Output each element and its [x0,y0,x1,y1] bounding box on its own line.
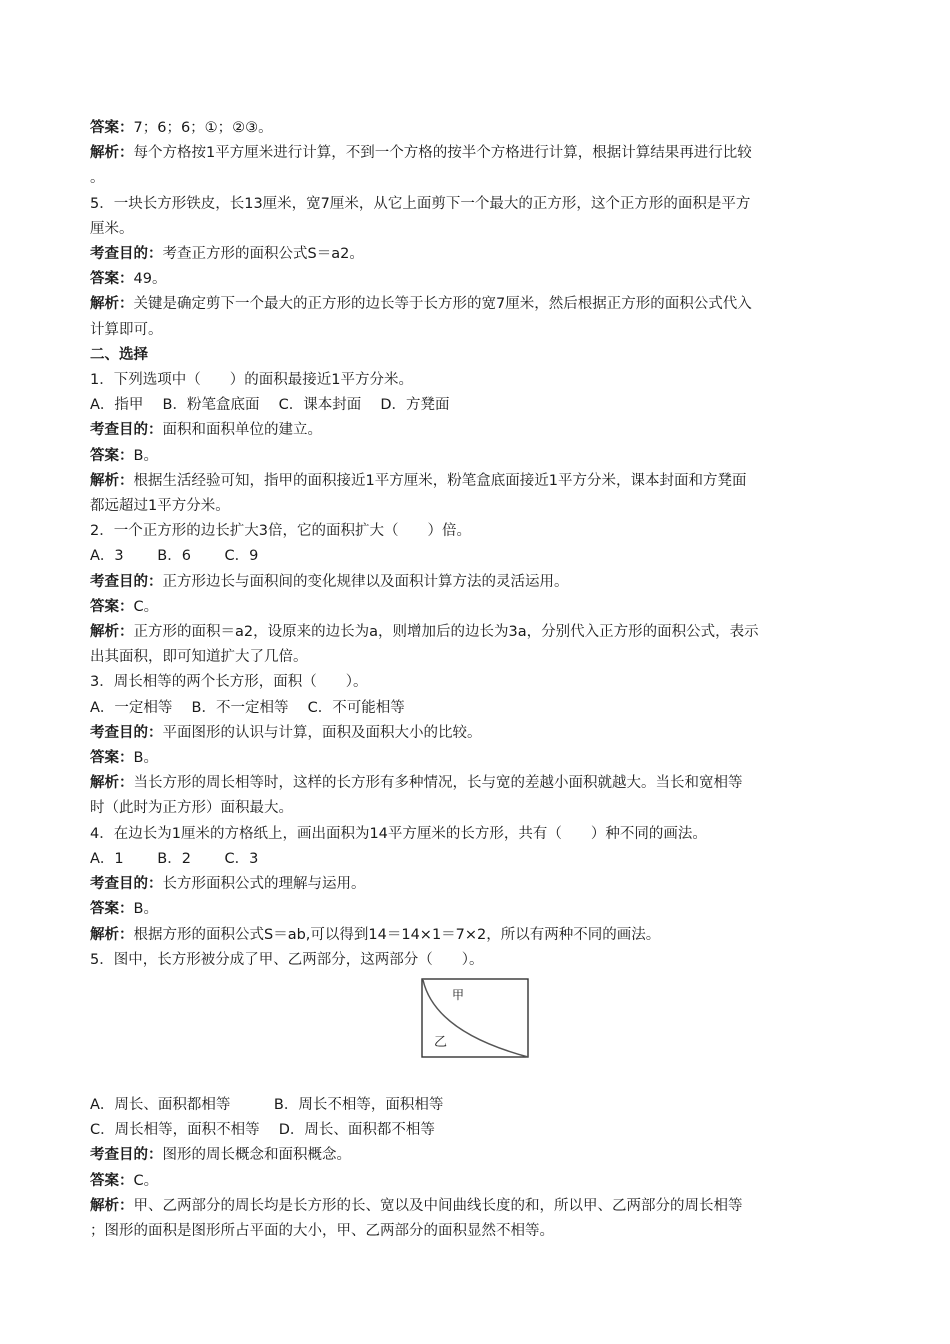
line-text: 。 [90,170,105,187]
line-text: A．3 B．6 C．9 [90,548,259,565]
line-text: 时（此时为正方形）面积最大。 [90,800,293,817]
text-line [90,166,860,191]
line-label: 答案： [90,901,134,918]
line-text: 49。 [133,271,167,288]
text-line [90,192,860,217]
line-text: 1．下列选项中（ ）的面积最接近1平方分米。 [90,372,413,389]
line-label: 考查目的： [90,724,163,741]
line-text: 平面图形的认识与计算，面积及面积大小的比较。 [162,724,482,741]
line-text: A．一定相等 B．不一定相等 C．不可能相等 [90,699,405,716]
text-line [90,948,860,973]
line-text: C。 [133,598,159,615]
text-line [90,1169,860,1194]
text-line [90,721,860,746]
line-label: 解析： [90,775,134,792]
line-label: 答案： [90,598,134,615]
text-line [90,393,860,418]
text-line [90,343,860,368]
text-line [90,570,860,595]
line-text: 5．图中，长方形被分成了甲、乙两部分，这两部分（ ）。 [90,951,484,968]
line-text: 根据生活经验可知，指甲的面积接近1平方厘米，粉笔盒底面接近1平方分米，课本封面和方凳面 [133,472,747,489]
line-label: 解析： [90,1197,134,1214]
line-label: 答案： [90,271,134,288]
line-text: 正方形边长与面积间的变化规律以及面积计算方法的灵活运用。 [162,573,569,590]
document-body [90,116,860,1244]
text-line [90,519,860,544]
line-label: 解析： [90,926,134,943]
line-label: 解析： [90,296,134,313]
text-line [90,368,860,393]
line-text: 出其面积，即可知道扩大了几倍。 [90,649,308,666]
line-text: 4．在边长为1厘米的方格纸上，画出面积为14平方厘米的长方形，共有（ ）种不同的画法。 [90,825,707,842]
text-line [90,242,860,267]
text-line [90,696,860,721]
text-line [90,771,860,796]
line-text: 长方形面积公式的理解与运用。 [162,876,366,893]
line-text: 面积和面积单位的建立。 [162,422,322,439]
line-text: 7；6；6；①；②③。 [133,120,273,136]
line-text: B。 [133,447,158,464]
line-text: B。 [133,750,158,767]
text-line [90,116,860,141]
label-yi: 乙 [434,1034,448,1050]
text-line [90,847,860,872]
line-text: 正方形的面积＝a2，设原来的边长为a，则增加后的边长为3a，分别代入正方形的面积公式，表示 [133,624,759,641]
text-line [90,897,860,922]
line-text: C．周长相等，面积不相等 D．周长、面积都不相等 [90,1122,435,1139]
line-text: ；图形的面积是图形所占平面的大小，甲、乙两部分的面积显然不相等。 [90,1222,554,1239]
line-label: 答案： [90,1172,134,1189]
line-label: 解析： [90,624,134,641]
line-text: 关键是确定剪下一个最大的正方形的边长等于长方形的宽7厘米，然后根据正方形的面积公式代入 [133,296,752,313]
line-text: B。 [133,901,158,918]
text-line [90,923,860,948]
text-line [90,670,860,695]
content-before-figure [90,116,860,973]
line-text: 当长方形的周长相等时，这样的长方形有多种情况，长与宽的差越小面积就越大。当长和宽相等 [133,775,743,792]
line-text: 3．周长相等的两个长方形，面积（ ）。 [90,674,368,691]
line-label: 解析： [90,472,134,489]
line-text: 根据方形的面积公式S＝ab,可以得到14＝14×1＝7×2，所以有两种不同的画法。 [133,926,661,943]
line-label: 考查目的： [90,422,163,439]
text-line [90,746,860,771]
line-label: 考查目的： [90,1147,163,1164]
text-line [90,418,860,443]
text-line [90,444,860,469]
text-line [90,494,860,519]
line-text: 图形的周长概念和面积概念。 [162,1147,351,1164]
line-text: A．1 B．2 C．3 [90,850,259,867]
content-after-figure [90,1093,860,1244]
line-text: A．周长、面积都相等 B．周长不相等，面积相等 [90,1096,444,1113]
line-label: 考查目的： [90,246,163,263]
line-text: 每个方格按1平方厘米进行计算，不到一个方格的按半个方格进行计算，根据计算结果再进行比较 [133,145,752,162]
text-line [90,1143,860,1168]
line-label: 考查目的： [90,573,163,590]
text-line [90,822,860,847]
text-line [90,318,860,343]
line-text: 都远超过1平方分米。 [90,498,230,515]
line-label: 考查目的： [90,876,163,893]
line-text: 计算即可。 [90,321,163,338]
line-label: 答案： [90,120,134,136]
text-line [90,645,860,670]
text-line [90,1118,860,1143]
text-line [90,620,860,645]
text-line [90,292,860,317]
text-line [90,544,860,569]
text-line [90,1093,860,1118]
rectangle-figure [421,978,531,1060]
text-line [90,1194,860,1219]
text-line [90,141,860,166]
line-label: 解析： [90,145,134,162]
line-text: C。 [133,1172,159,1189]
text-line [90,872,860,897]
line-label: 答案： [90,447,134,464]
line-text: A．指甲 B．粉笔盒底面 C．课本封面 D．方凳面 [90,397,450,414]
text-line [90,1219,860,1244]
text-line [90,267,860,292]
line-text: 甲、乙两部分的周长均是长方形的长、宽以及中间曲线长度的和，所以甲、乙两部分的周长相等 [133,1197,743,1214]
line-label: 答案： [90,750,134,767]
text-line [90,469,860,494]
text-line [90,217,860,242]
line-text: 考查正方形的面积公式S＝a2。 [162,246,364,263]
line-text: 2．一个正方形的边长扩大3倍，它的面积扩大（ ）倍。 [90,523,471,540]
text-line [90,796,860,821]
text-line [90,595,860,620]
line-text: 5．一块长方形铁皮，长13厘米，宽7厘米，从它上面剪下一个最大的正方形，这个正方形的面积是平方 [90,195,751,212]
label-jia: 甲 [452,987,465,1002]
line-label: 二、选择 [90,346,148,363]
figure-row [90,973,860,1093]
line-text: 厘米。 [90,220,134,237]
